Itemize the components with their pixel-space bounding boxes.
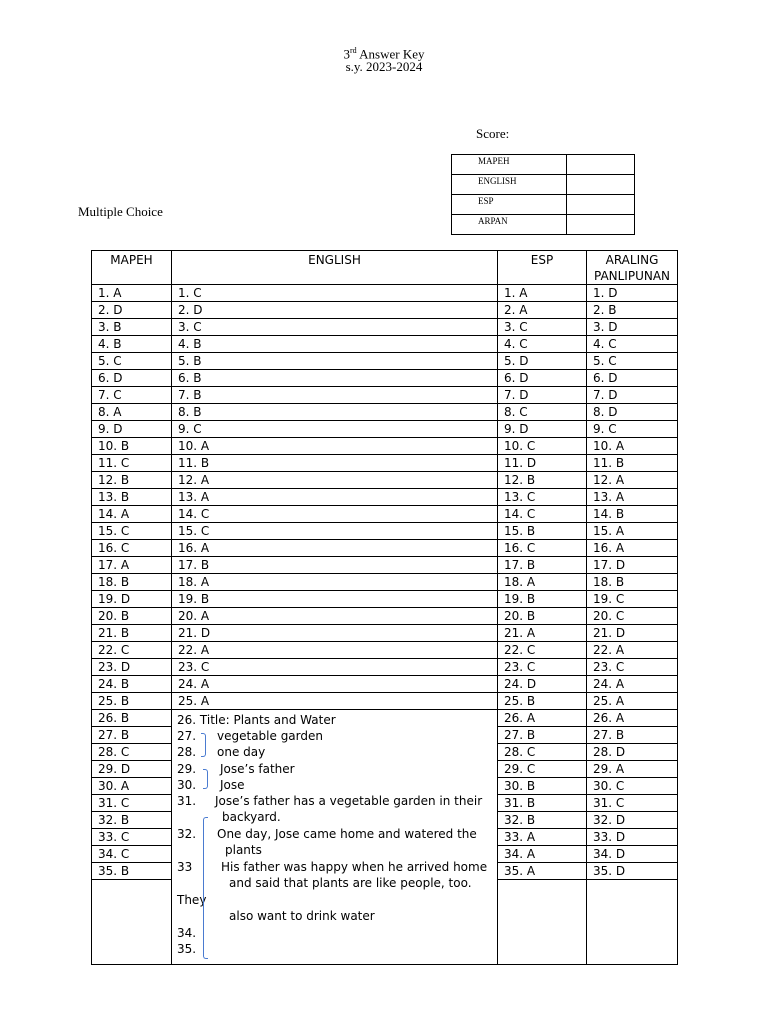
table-row — [92, 625, 678, 642]
mapeh-answer: 22. C — [92, 642, 172, 659]
ap-answer: 8. D — [587, 404, 678, 421]
ap-answer: 21. D — [587, 625, 678, 642]
ap-answer: 16. A — [587, 540, 678, 557]
english-answer: 6. B — [172, 370, 498, 387]
english-answer: 23. C — [172, 659, 498, 676]
mapeh-answer: 16. C — [92, 540, 172, 557]
table-row — [92, 455, 678, 472]
ap-answer: 15. A — [587, 523, 678, 540]
english-text-31-cont: backyard. — [222, 810, 281, 824]
mapeh-answer: 1. A — [92, 285, 172, 302]
ap-answer: 22. A — [587, 642, 678, 659]
english-answer: 15. C — [172, 523, 498, 540]
mapeh-answer: 8. A — [92, 404, 172, 421]
score-value-cell — [567, 175, 635, 195]
mapeh-answer: 17. A — [92, 557, 172, 574]
header-esp: ESP — [498, 251, 587, 285]
table-row — [92, 285, 678, 302]
english-answer: 1. C — [172, 285, 498, 302]
empty-cell — [92, 880, 172, 965]
ap-answer: 27. B — [587, 727, 678, 744]
esp-answer: 9. D — [498, 421, 587, 438]
english-num-34: 34. — [177, 926, 197, 940]
table-row — [92, 659, 678, 676]
english-line-26: 26. Title: Plants and Water — [177, 713, 336, 727]
esp-answer: 5. D — [498, 353, 587, 370]
mapeh-answer: 10. B — [92, 438, 172, 455]
esp-answer: 4. C — [498, 336, 587, 353]
english-text-28: one day — [217, 745, 266, 759]
esp-answer: 28. C — [498, 744, 587, 761]
score-label: Score: — [476, 126, 510, 141]
esp-answer: 20. B — [498, 608, 587, 625]
score-value-cell — [567, 215, 635, 235]
table-row — [92, 421, 678, 438]
esp-answer: 30. B — [498, 778, 587, 795]
esp-answer: 13. C — [498, 489, 587, 506]
esp-answer: 17. B — [498, 557, 587, 574]
english-answer: 9. C — [172, 421, 498, 438]
table-row — [92, 574, 678, 591]
mapeh-answer: 26. B — [92, 710, 172, 727]
mapeh-answer: 20. B — [92, 608, 172, 625]
ap-answer: 10. A — [587, 438, 678, 455]
ap-answer: 30. C — [587, 778, 678, 795]
ap-answer: 5. C — [587, 353, 678, 370]
esp-answer: 29. C — [498, 761, 587, 778]
english-text-29: Jose’s father — [220, 762, 295, 776]
score-subject: ARPAN — [452, 215, 567, 235]
bracket-29-30 — [203, 769, 208, 789]
english-answer: 5. B — [172, 353, 498, 370]
ap-answer: 23. C — [587, 659, 678, 676]
mapeh-answer: 35. B — [92, 863, 172, 880]
english-text-33-cont: and said that plants are like people, too. — [229, 876, 472, 890]
english-text-32: One day, Jose came home and watered the — [217, 827, 477, 841]
bracket-31-35 — [203, 817, 208, 959]
table-row — [92, 336, 678, 353]
mapeh-answer: 24. B — [92, 676, 172, 693]
ap-answer: 2. B — [587, 302, 678, 319]
ap-answer: 9. C — [587, 421, 678, 438]
ap-answer: 20. C — [587, 608, 678, 625]
mapeh-answer: 6. D — [92, 370, 172, 387]
esp-answer: 1. A — [498, 285, 587, 302]
english-answer: 25. A — [172, 693, 498, 710]
english-text-33: His father was happy when he arrived home — [221, 860, 488, 874]
page-title: 3rd Answer Key — [343, 46, 425, 62]
table-row — [92, 404, 678, 421]
ap-answer: 35. D — [587, 863, 678, 880]
score-subject: MAPEH — [452, 155, 567, 175]
ap-answer: 31. C — [587, 795, 678, 812]
ap-answer: 25. A — [587, 693, 678, 710]
esp-answer: 8. C — [498, 404, 587, 421]
esp-answer: 14. C — [498, 506, 587, 523]
esp-answer: 32. B — [498, 812, 587, 829]
ap-answer: 6. D — [587, 370, 678, 387]
score-subject: ESP — [452, 195, 567, 215]
school-year: s.y. 2023-2024 — [345, 59, 423, 74]
table-row — [92, 302, 678, 319]
esp-answer: 26. A — [498, 710, 587, 727]
mapeh-answer: 29. D — [92, 761, 172, 778]
table-row — [92, 608, 678, 625]
esp-answer: 12. B — [498, 472, 587, 489]
ap-answer: 14. B — [587, 506, 678, 523]
english-answer: 19. B — [172, 591, 498, 608]
english-answer: 13. A — [172, 489, 498, 506]
ap-answer: 1. D — [587, 285, 678, 302]
empty-cell — [498, 880, 587, 965]
english-text-30: Jose — [220, 778, 245, 792]
mapeh-answer: 12. B — [92, 472, 172, 489]
table-row — [92, 387, 678, 404]
score-value-cell — [567, 195, 635, 215]
ap-answer: 3. D — [587, 319, 678, 336]
mapeh-answer: 11. C — [92, 455, 172, 472]
table-row — [92, 642, 678, 659]
english-num-27: 27. — [177, 729, 197, 743]
esp-answer: 10. C — [498, 438, 587, 455]
table-row — [92, 676, 678, 693]
english-answer: 24. A — [172, 676, 498, 693]
esp-answer: 18. A — [498, 574, 587, 591]
mapeh-answer: 32. B — [92, 812, 172, 829]
english-num-32: 32. — [177, 827, 197, 841]
esp-answer: 19. B — [498, 591, 587, 608]
esp-answer: 35. A — [498, 863, 587, 880]
score-subject: ENGLISH — [452, 175, 567, 195]
mapeh-answer: 23. D — [92, 659, 172, 676]
esp-answer: 2. A — [498, 302, 587, 319]
esp-answer: 21. A — [498, 625, 587, 642]
table-row — [92, 523, 678, 540]
ap-answer: 4. C — [587, 336, 678, 353]
english-num-29: 29. — [177, 762, 197, 776]
mapeh-answer: 33. C — [92, 829, 172, 846]
esp-answer: 6. D — [498, 370, 587, 387]
mapeh-answer: 13. B — [92, 489, 172, 506]
ap-answer: 12. A — [587, 472, 678, 489]
ap-answer: 33. D — [587, 829, 678, 846]
mapeh-answer: 15. C — [92, 523, 172, 540]
esp-answer: 11. D — [498, 455, 587, 472]
english-answer: 7. B — [172, 387, 498, 404]
english-answer: 12. A — [172, 472, 498, 489]
table-row — [92, 506, 678, 523]
ap-answer: 17. D — [587, 557, 678, 574]
mapeh-answer: 9. D — [92, 421, 172, 438]
english-they-cont: also want to drink water — [229, 909, 375, 923]
table-row — [92, 370, 678, 387]
table-row — [92, 319, 678, 336]
section-label: Multiple Choice — [78, 204, 163, 219]
score-table — [451, 154, 635, 235]
mapeh-answer: 4. B — [92, 336, 172, 353]
mapeh-answer: 25. B — [92, 693, 172, 710]
mapeh-answer: 34. C — [92, 846, 172, 863]
header-english: ENGLISH — [172, 251, 498, 285]
esp-answer: 31. B — [498, 795, 587, 812]
table-row — [92, 591, 678, 608]
english-text-31: Jose’s father has a vegetable garden in their — [215, 794, 483, 808]
english-answer: 8. B — [172, 404, 498, 421]
table-row — [92, 489, 678, 506]
score-value-cell — [567, 155, 635, 175]
answer-table — [91, 250, 678, 965]
ap-answer: 19. C — [587, 591, 678, 608]
english-answer: 21. D — [172, 625, 498, 642]
english-num-33: 33 — [177, 860, 193, 874]
esp-answer: 7. D — [498, 387, 587, 404]
ap-answer: 18. B — [587, 574, 678, 591]
table-row — [92, 353, 678, 370]
esp-answer: 16. C — [498, 540, 587, 557]
mapeh-answer: 7. C — [92, 387, 172, 404]
esp-answer: 23. C — [498, 659, 587, 676]
mapeh-answer: 14. A — [92, 506, 172, 523]
english-answer: 18. A — [172, 574, 498, 591]
mapeh-answer: 3. B — [92, 319, 172, 336]
header-araling-panlipunan: ARALING PANLIPUNAN — [587, 251, 678, 285]
table-row — [92, 540, 678, 557]
bracket-27-28 — [201, 733, 206, 757]
header-mapeh: MAPEH — [92, 251, 172, 285]
mapeh-answer: 28. C — [92, 744, 172, 761]
english-answer: 22. A — [172, 642, 498, 659]
ap-answer: 26. A — [587, 710, 678, 727]
ap-answer: 34. D — [587, 846, 678, 863]
table-row — [92, 693, 678, 710]
empty-cell — [587, 880, 678, 965]
mapeh-answer: 5. C — [92, 353, 172, 370]
table-row — [92, 557, 678, 574]
esp-answer: 15. B — [498, 523, 587, 540]
english-answer: 2. D — [172, 302, 498, 319]
table-row — [92, 472, 678, 489]
english-answer: 11. B — [172, 455, 498, 472]
english-num-31: 31. — [177, 794, 197, 808]
ap-answer: 11. B — [587, 455, 678, 472]
english-num-30: 30. — [177, 778, 197, 792]
ap-answer: 28. D — [587, 744, 678, 761]
english-num-35: 35. — [177, 942, 197, 956]
mapeh-answer: 27. B — [92, 727, 172, 744]
mapeh-answer: 19. D — [92, 591, 172, 608]
english-answer: 3. C — [172, 319, 498, 336]
table-row — [92, 438, 678, 455]
english-they: They — [177, 893, 207, 907]
esp-answer: 33. A — [498, 829, 587, 846]
esp-answer: 24. D — [498, 676, 587, 693]
ap-answer: 29. A — [587, 761, 678, 778]
mapeh-answer: 18. B — [92, 574, 172, 591]
english-answer: 16. A — [172, 540, 498, 557]
english-text-27: vegetable garden — [217, 729, 323, 743]
esp-answer: 27. B — [498, 727, 587, 744]
ap-answer: 13. A — [587, 489, 678, 506]
esp-answer: 34. A — [498, 846, 587, 863]
english-answer: 20. A — [172, 608, 498, 625]
mapeh-answer: 30. A — [92, 778, 172, 795]
english-answer: 14. C — [172, 506, 498, 523]
mapeh-answer: 21. B — [92, 625, 172, 642]
english-num-28: 28. — [177, 745, 197, 759]
english-answer: 10. A — [172, 438, 498, 455]
ap-answer: 32. D — [587, 812, 678, 829]
english-answer: 17. B — [172, 557, 498, 574]
mapeh-answer: 2. D — [92, 302, 172, 319]
mapeh-answer: 31. C — [92, 795, 172, 812]
english-text-32-cont: plants — [225, 843, 262, 857]
esp-answer: 22. C — [498, 642, 587, 659]
ap-answer: 24. A — [587, 676, 678, 693]
esp-answer: 25. B — [498, 693, 587, 710]
esp-answer: 3. C — [498, 319, 587, 336]
english-answer: 4. B — [172, 336, 498, 353]
ap-answer: 7. D — [587, 387, 678, 404]
